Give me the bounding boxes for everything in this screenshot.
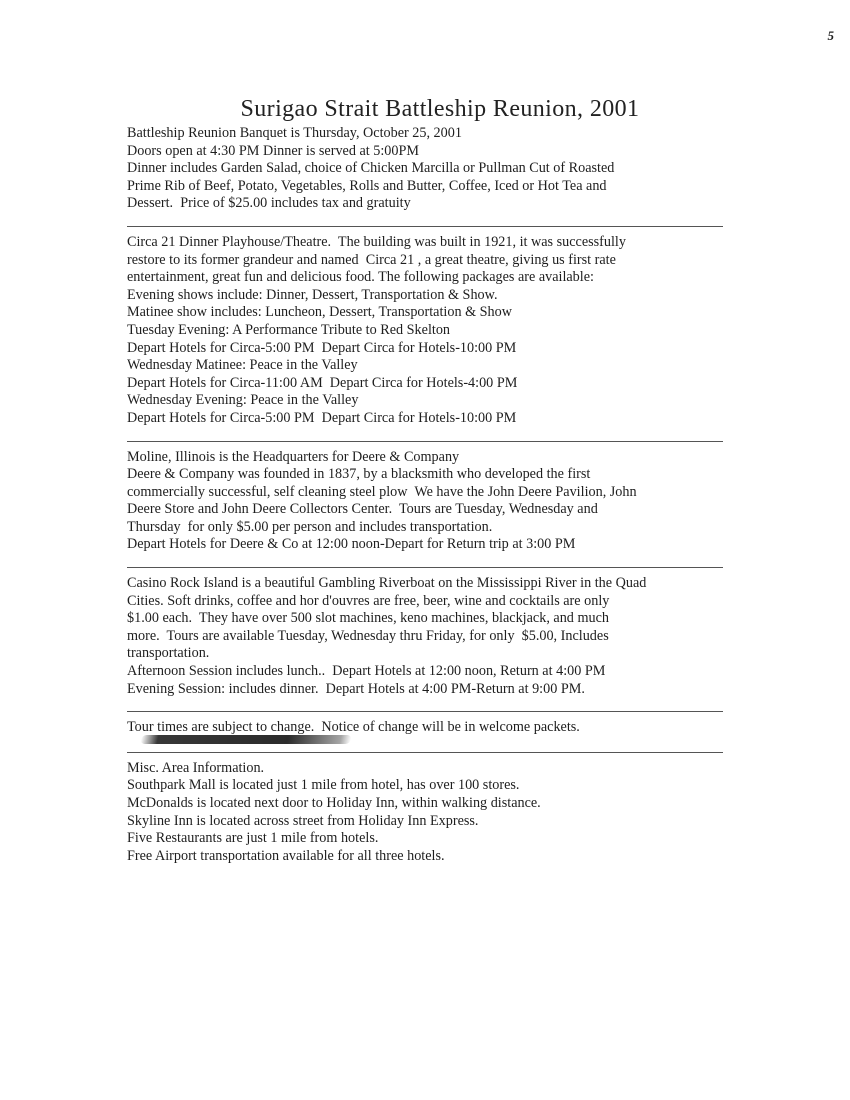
tour-note-section bbox=[127, 719, 742, 744]
ink-smudge bbox=[140, 735, 352, 744]
text-line: more. Tours are available Tuesday, Wednesday thru Friday, for only $5.00, Includes bbox=[127, 627, 609, 644]
text-line: Moline, Illinois is the Headquarters for Deere & Company bbox=[127, 448, 460, 465]
section-divider bbox=[127, 226, 723, 227]
text-line: Depart Hotels for Circa-11:00 AM Depart Circa for Hotels-4:00 PM bbox=[127, 374, 518, 391]
text-line: Wednesday Evening: Peace in the Valley bbox=[127, 392, 359, 409]
text-line: Afternoon Session includes lunch.. Depart Hotels at 12:00 noon, Return at 4:00 PM bbox=[127, 663, 606, 680]
text-line: commercially successful, self cleaning steel plow We have the John Deere Pavilion, John bbox=[127, 483, 637, 500]
casino-section bbox=[127, 575, 742, 698]
text-line: Casino Rock Island is a beautiful Gambling Riverboat on the Mississippi River in the Quad bbox=[127, 575, 647, 592]
text-line: Evening Session: includes dinner. Depart Hotels at 4:00 PM-Return at 9:00 PM. bbox=[127, 680, 585, 697]
text-line: transportation. bbox=[127, 645, 210, 662]
text-line: Wednesday Matinee: Peace in the Valley bbox=[127, 357, 358, 374]
section-divider bbox=[127, 711, 723, 712]
text-line: Evening shows include: Dinner, Dessert, Transportation & Show. bbox=[127, 286, 498, 303]
text-line: Cities. Soft drinks, coffee and hor d'ouvres are free, beer, wine and cocktails are only bbox=[127, 592, 610, 609]
text-line: Five Restaurants are just 1 mile from hotels. bbox=[127, 830, 379, 847]
page-number: 5 bbox=[827, 28, 834, 43]
text-line: entertainment, great fun and delicious food. The following packages are available: bbox=[127, 269, 594, 286]
page-title: Surigao Strait Battleship Reunion, 2001 bbox=[240, 96, 640, 122]
text-line: Deere Store and John Deere Collectors Center. Tours are Tuesday, Wednesday and bbox=[127, 501, 598, 518]
text-line: Dessert. Price of $25.00 includes tax and gratuity bbox=[127, 195, 411, 212]
text-line: Matinee show includes: Luncheon, Dessert, Transportation & Show bbox=[127, 304, 512, 321]
section-divider bbox=[127, 567, 723, 568]
text-line: Depart Hotels for Deere & Co at 12:00 noon-Depart for Return trip at 3:00 PM bbox=[127, 536, 576, 553]
document-body bbox=[127, 125, 742, 865]
section-divider bbox=[127, 441, 723, 442]
banquet-section bbox=[127, 125, 742, 213]
deere-section bbox=[127, 449, 742, 555]
text-line: Dinner includes Garden Salad, choice of Chicken Marcilla or Pullman Cut of Roasted bbox=[127, 160, 615, 177]
section-divider bbox=[127, 752, 723, 753]
text-line: McDonalds is located next door to Holiday Inn, within walking distance. bbox=[127, 795, 541, 811]
circa21-section bbox=[127, 234, 742, 428]
text-line: Battleship Reunion Banquet is Thursday, October 25, 2001 bbox=[127, 125, 462, 141]
text-line: Depart Hotels for Circa-5:00 PM Depart Circa for Hotels-10:00 PM bbox=[127, 339, 517, 356]
text-line: Tuesday Evening: A Performance Tribute to Red Skelton bbox=[127, 321, 451, 338]
text-line: Circa 21 Dinner Playhouse/Theatre. The building was built in 1921, it was successfully bbox=[127, 233, 626, 250]
text-line: Skyline Inn is located across street from Holiday Inn Express. bbox=[127, 812, 479, 829]
text-line: Prime Rib of Beef, Potato, Vegetables, Rolls and Butter, Coffee, Iced or Hot Tea and bbox=[127, 177, 607, 194]
text-line: Thursday for only $5.00 per person and includes transportation. bbox=[127, 518, 493, 535]
text-line: $1.00 each. They have over 500 slot machines, keno machines, blackjack, and much bbox=[127, 610, 609, 627]
text-line: Depart Hotels for Circa-5:00 PM Depart Circa for Hotels-10:00 PM bbox=[127, 409, 517, 426]
misc-section bbox=[127, 760, 742, 866]
text-line: Misc. Area Information. bbox=[127, 759, 265, 776]
text-line: Doors open at 4:30 PM Dinner is served at 5:00PM bbox=[127, 142, 420, 159]
text-line: Southpark Mall is located just 1 mile from hotel, has over 100 stores. bbox=[127, 777, 520, 794]
tour-note-text: Tour times are subject to change. Notice of change will be in welcome packets. bbox=[127, 719, 580, 736]
text-line: restore to its former grandeur and named Circa 21 , a great theatre, giving us first rate bbox=[127, 251, 616, 268]
text-line: Free Airport transportation available for all three hotels. bbox=[127, 847, 445, 864]
text-line: Deere & Company was founded in 1837, by a blacksmith who developed the first bbox=[127, 466, 591, 483]
